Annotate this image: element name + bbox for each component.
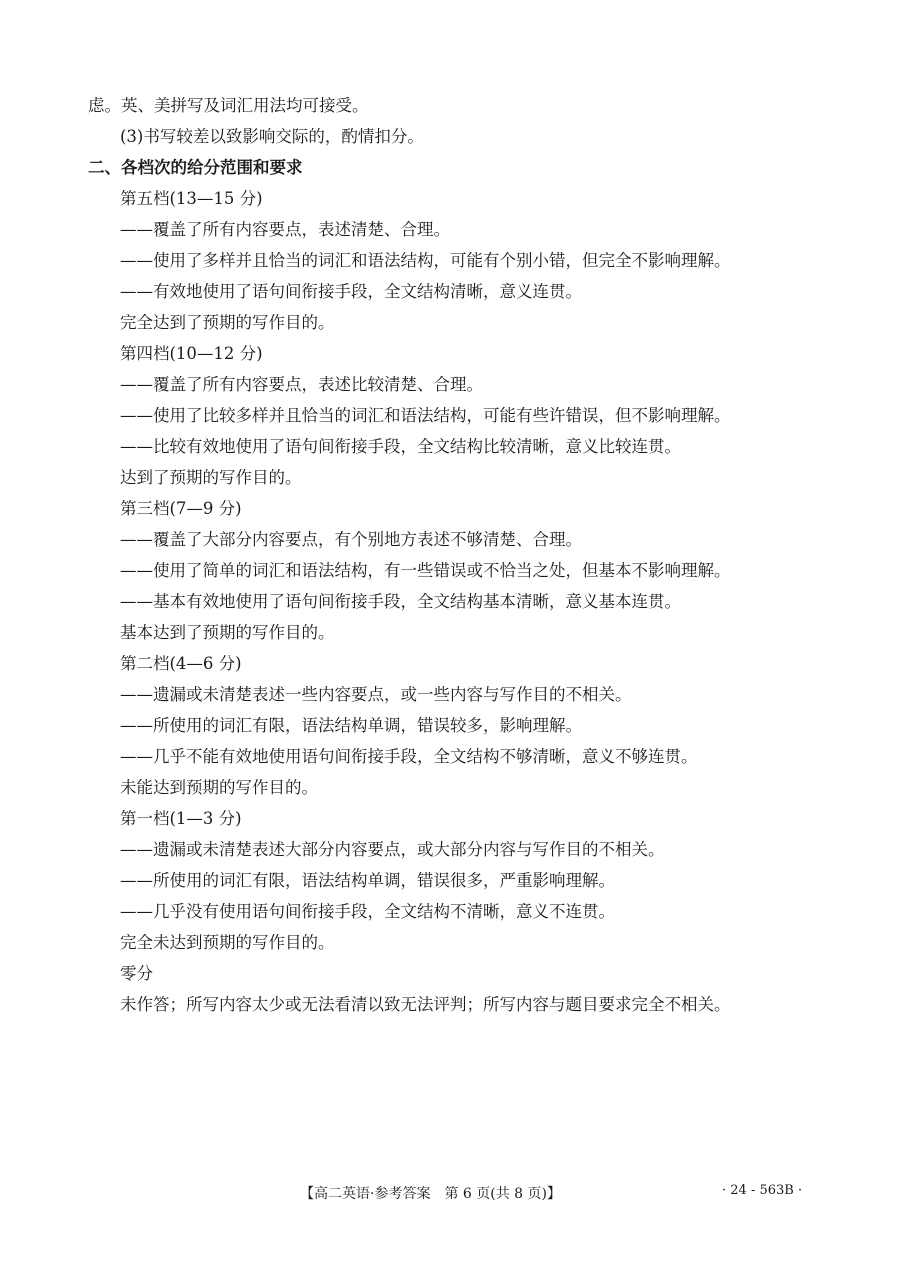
grade-title: 第四档(10—12 分) [120, 344, 263, 363]
grade-item: ——使用了比较多样并且恰当的词汇和语法结构，可能有些许错误，但不影响理解。 [120, 406, 731, 425]
grade-item: ——遗漏或未清楚表述大部分内容要点，或大部分内容与写作目的不相关。 [120, 840, 665, 859]
grade-item: ——比较有效地使用了语句间衔接手段，全文结构比较清晰，意义比较连贯。 [120, 437, 681, 456]
grade-item: ——几乎没有使用语句间衔接手段，全文结构不清晰，意义不连贯。 [120, 902, 615, 921]
grade-title: 第五档(13—15 分) [120, 189, 263, 208]
rule-item-3: (3)书写较差以致影响交际的，酌情扣分。 [120, 127, 424, 146]
grade-item: ——覆盖了大部分内容要点，有个别地方表述不够清楚、合理。 [120, 530, 582, 549]
grade-item: ——所使用的词汇有限，语法结构单调，错误很多，严重影响理解。 [120, 871, 615, 890]
grade-title: 第一档(1—3 分) [120, 809, 242, 828]
page-footer: 【高二英语·参考答案 第 6 页(共 8 页)】 [300, 1186, 561, 1202]
grade-conclusion: 完全未达到预期的写作目的。 [120, 933, 335, 952]
grade-conclusion: 基本达到了预期的写作目的。 [120, 623, 335, 642]
section-heading: 二、各档次的给分范围和要求 [88, 158, 303, 177]
grade-conclusion: 未能达到预期的写作目的。 [120, 778, 318, 797]
grade-conclusion: 完全达到了预期的写作目的。 [120, 313, 335, 332]
grade-item: ——使用了简单的词汇和语法结构，有一些错误或不恰当之处，但基本不影响理解。 [120, 561, 731, 580]
grade-title: 第二档(4—6 分) [120, 654, 242, 673]
grade-item: ——所使用的词汇有限，语法结构单调，错误较多，影响理解。 [120, 716, 582, 735]
grade-item: ——使用了多样并且恰当的词汇和语法结构，可能有个别小错，但完全不影响理解。 [120, 251, 731, 270]
grade-conclusion: 达到了预期的写作目的。 [120, 468, 302, 487]
grade-conclusion: 未作答；所写内容太少或无法看清以致无法评判；所写内容与题目要求完全不相关。 [120, 995, 731, 1014]
grade-item: ——遗漏或未清楚表述一些内容要点，或一些内容与写作目的不相关。 [120, 685, 632, 704]
continuation-line: 虑。英、美拼写及词汇用法均可接受。 [88, 96, 369, 115]
grade-title: 零分 [120, 964, 153, 983]
document-code: · 24 - 563B · [722, 1183, 803, 1198]
grade-item: ——覆盖了所有内容要点，表述比较清楚、合理。 [120, 375, 483, 394]
grade-title: 第三档(7—9 分) [120, 499, 242, 518]
grade-item: ——覆盖了所有内容要点，表述清楚、合理。 [120, 220, 450, 239]
grade-item: ——有效地使用了语句间衔接手段，全文结构清晰，意义连贯。 [120, 282, 582, 301]
grade-item: ——几乎不能有效地使用语句间衔接手段，全文结构不够清晰，意义不够连贯。 [120, 747, 698, 766]
grade-item: ——基本有效地使用了语句间衔接手段，全文结构基本清晰，意义基本连贯。 [120, 592, 681, 611]
